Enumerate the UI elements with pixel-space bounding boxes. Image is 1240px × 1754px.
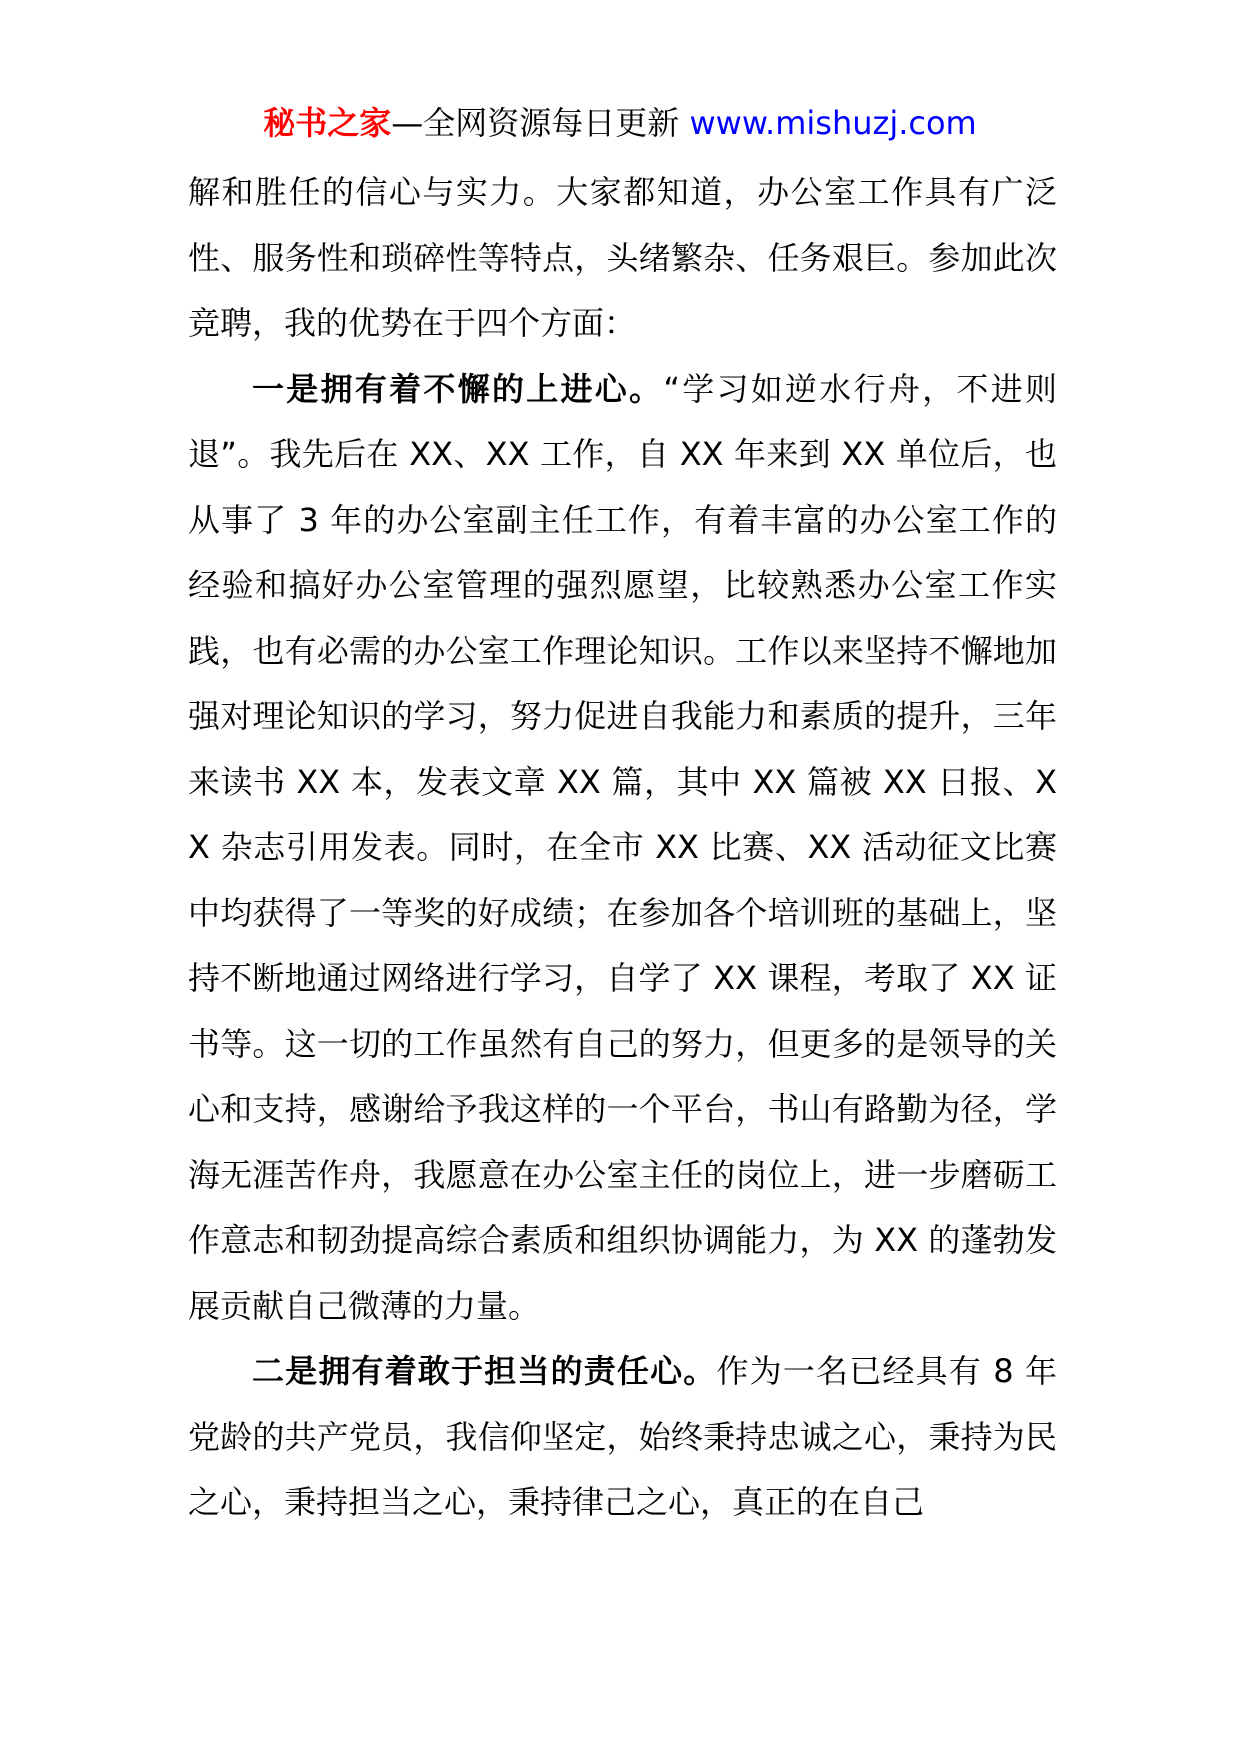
paragraph-intro [188,160,1057,357]
paragraph-text: 解和胜任的信心与实力。大家都知道，办公室工作具有广泛性、服务性和琐碎性等特点，头绪繁杂、任务艰巨。参加此次竞聘，我的优势在于四个方面： [188,173,1057,342]
paragraph-text: 作为一名已经具有 8 年党龄的共产党员，我信仰坚定，始终秉持忠诚之心，秉持为民之心，秉持担当之心，秉持律己之心，真正的在自己 [188,1352,1057,1521]
paragraph-point-two [188,1339,1057,1536]
paragraph-lead: 二是拥有着敢于担当的责任心。 [252,1352,717,1390]
document-body [188,160,1057,1536]
site-header [0,100,1240,146]
brand-name: 秘书之家 [263,104,392,142]
header-slogan: —全网资源每日更新 [391,104,680,142]
paragraph-lead: 一是拥有着不懈的上进心。 [252,369,664,408]
paragraph-text: “学习如逆水行舟，不进则退”。我先后在 XX、XX 工作，自 XX 年来到 XX 单位后，也从事了 3 年的办公室副主任工作，有着丰富的办公室工作的经验和搞好办公室管理的强烈愿望，比较熟悉办公室工作实践，也有必需的办公室工作理论知识。工作以来坚持不懈地加强对理论知识的学习，努力促进自我能力和素质的提升，三年来读书 XX 本，发表文章 XX 篇，其中 XX 篇被 XX 日报、XX 杂志引用发表。同时，在全市 XX 比赛、XX 活动征文比赛中均获得了一等奖的好成绩；在参加各个培训班的基础上，坚持不断地通过网络进行学习，自学了 XX 课程，考取了 XX 证书等。这一切的工作虽然有自己的努力，但更多的是领导的关心和支持，感谢给予我这样的一个平台，书山有路勤为径，学海无涯苦作舟，我愿意在办公室主任的岗位上，进一步磨砺工作意志和韧劲提高综合素质和组织协调能力，为 XX 的蓬勃发展贡献自己微薄的力量。 [188,369,1057,1325]
paragraph-point-one [188,357,1057,1340]
site-url-link[interactable]: www.mishuzj.com [689,104,977,142]
